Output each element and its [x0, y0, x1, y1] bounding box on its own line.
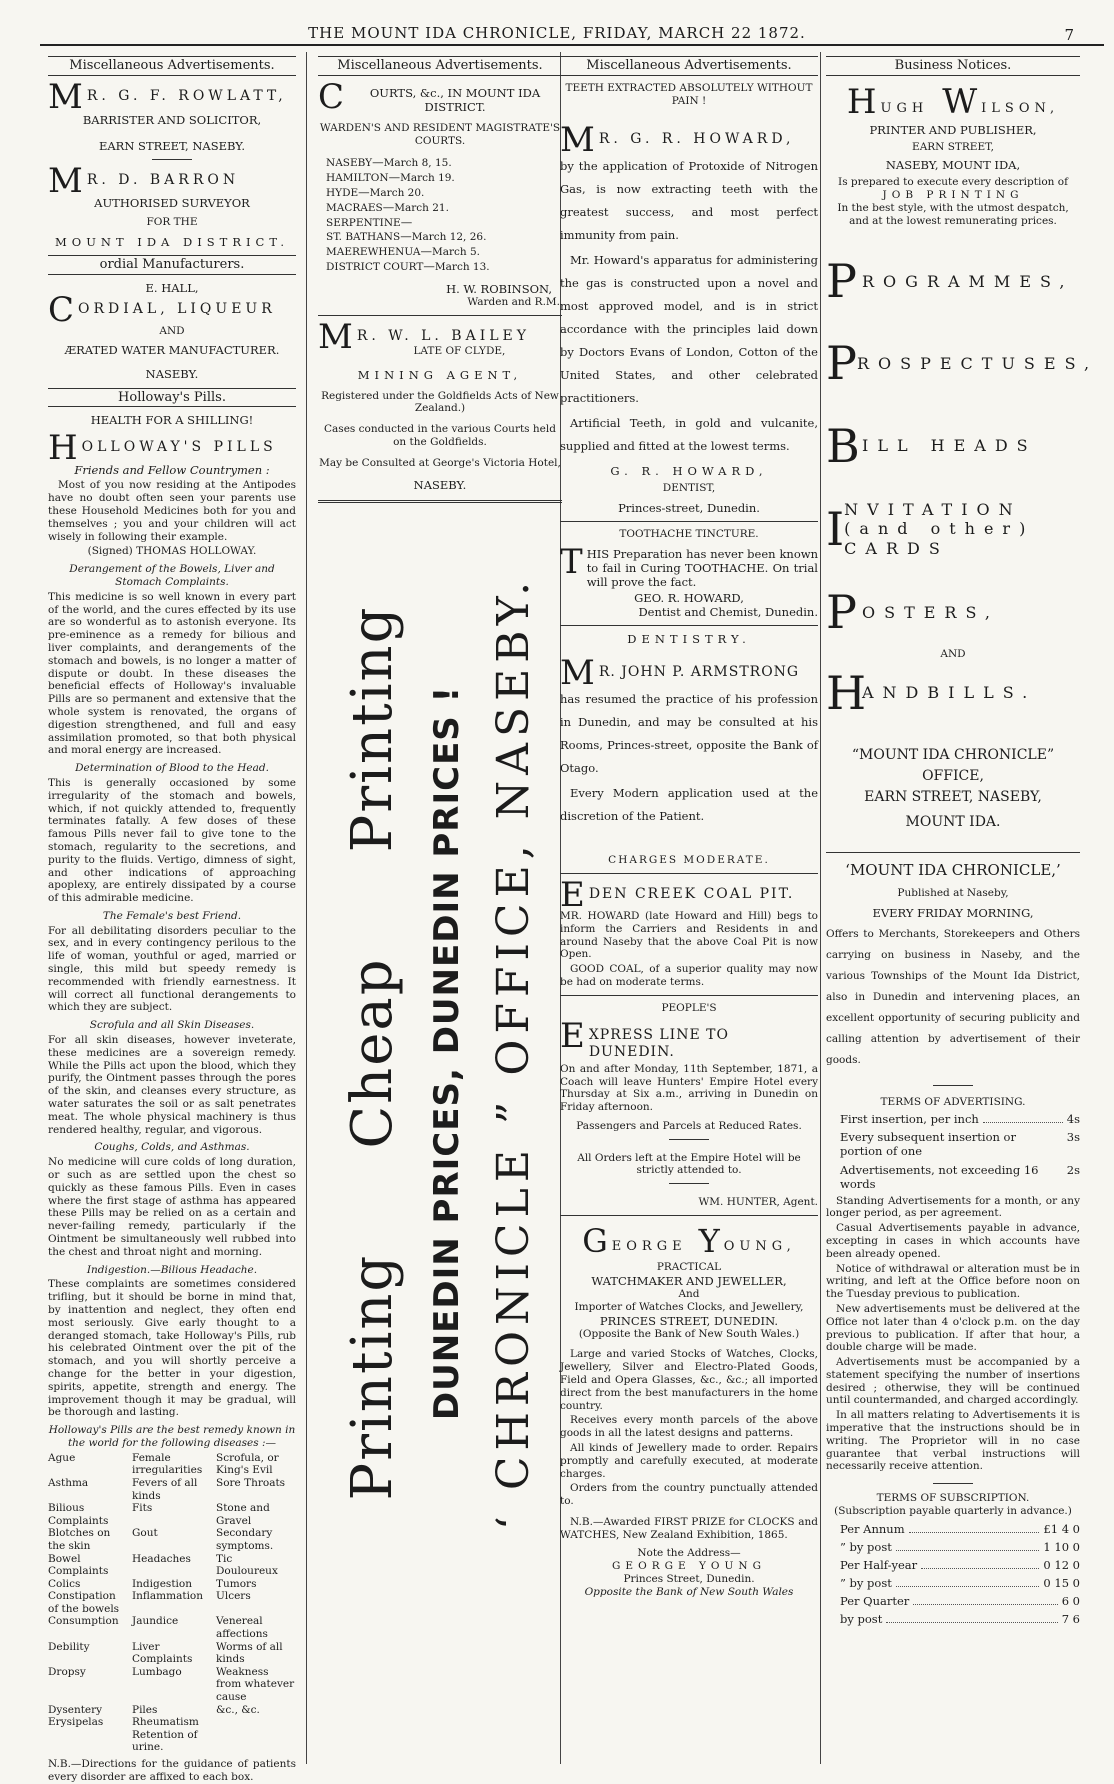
advert-role: BARRISTER AND SOLICITOR, [82, 112, 262, 127]
signature: (Signed) THOMAS HOLLOWAY. [87, 545, 257, 558]
column-2 [318, 52, 562, 1764]
subscription-rates [826, 1522, 1080, 1626]
sitting-row: MAEREWHENUA—March 5. [326, 244, 481, 259]
disease-cell: Consumption [48, 1615, 119, 1628]
advert-name: ILSON, [981, 101, 1060, 117]
drop-initial: M [560, 653, 595, 694]
advert-text: And [678, 1287, 700, 1300]
advert-name: R. JOHN P. ARMSTRONG [598, 664, 800, 681]
divider [152, 159, 192, 160]
sitting-row: HYDE—March 20. [326, 185, 425, 200]
printing-banner [318, 533, 562, 1573]
address: Princes-street, Dunedin. [618, 501, 760, 516]
drop-initial: M [560, 120, 595, 161]
advert-text: Princes Street, Dunedin. [623, 1573, 755, 1586]
advert-text: EARN STREET, [912, 141, 994, 154]
advert-text: In the best style, with the utmost despatch, and at the lowest remunerating prices. [837, 201, 1069, 227]
teeth-heading: TEETH EXTRACTED ABSOLUTELY WITHOUT PAIN ! [565, 81, 813, 107]
print-item [826, 253, 1080, 309]
toothache-advert [560, 542, 818, 620]
banner-prices: DUNEDIN PRICES, DUNEDIN PRICES ! [426, 685, 467, 1420]
banner-word: Printing [340, 1253, 406, 1501]
column-divider [306, 52, 307, 1764]
advert-text: Importer of Watches Clocks, and Jewellery, [574, 1300, 804, 1313]
column-4 [826, 52, 1099, 1764]
paragraph: Offers to Merchants, Storekeepers and Others carrying on business in Naseby, and the various Townships of the Mount Ida District, also in Dunedin and intervening places, an excellent opportunity of securing publicity and calling attention by advertisement of their goods. [826, 927, 1080, 1066]
disease-cell: Tumors [216, 1577, 257, 1590]
sitting-row: HAMILTON—March 19. [326, 170, 455, 185]
disease-cell: Gout [132, 1527, 158, 1540]
sitting-date: March 8, 15. [383, 157, 452, 170]
disease-cell: Indigestion [132, 1577, 192, 1590]
sitting-place: MAEREWHENUA [326, 246, 421, 259]
disease-cell: Asthma [48, 1476, 89, 1489]
rate-row [840, 1576, 1080, 1590]
divider [560, 995, 818, 996]
disease-cell: Secondary symptoms. [216, 1527, 274, 1552]
advert-role: MINING AGENT, [357, 367, 523, 382]
section-heading: Miscellaneous Advertisements. [560, 56, 818, 76]
print-item [826, 335, 1099, 391]
paragraph: GOOD COAL, of a superior quality may now be had on moderate terms. [560, 963, 818, 988]
divider [560, 873, 818, 874]
divider [933, 1483, 973, 1484]
paragraph: These complaints are sometimes considered trifling, but it should be borne in mind that, by inattention and neglect, they often end most seriously. Give early thought to a deranged stomach, take Holloway's Pills, rub his celebrated Ointment over the pit of the stomach, and you will shortly perceive a change for the better in your digestion, spirits, appetite, strength and energy. The improvement though it may be gradual, will be thorough and lasting. [48, 1278, 296, 1419]
print-item-label: ROSPECTUSES, [856, 353, 1099, 373]
advert-text: JOB PRINTING [882, 188, 1024, 201]
rate-value: 3s [1066, 1130, 1080, 1145]
section-heading: Holloway's Pills. [48, 388, 296, 408]
sitting-place: ST. BATHANS [326, 231, 401, 244]
advert-title: XPRESS LINE TO DUNEDIN. [588, 1026, 729, 1060]
sitting-row: ST. BATHANS—March 12, 26. [326, 229, 487, 244]
advert-text: PRINTER AND PUBLISHER, [869, 123, 1037, 138]
advert-name: UGH [880, 101, 929, 117]
advert-late: LATE OF CLYDE, [413, 344, 506, 357]
paragraph: HIS Preparation has never been known to fail in Curing TOOTHACHE. On trial will prove the fact. [586, 547, 818, 590]
advert-text: NASEBY, MOUNT IDA, [885, 158, 1021, 173]
drop-initial: I [826, 501, 845, 556]
print-item [826, 665, 1080, 721]
paragraph: This medicine is so well known in every part of the world, and the cures effected by its use are so wonderful as to astonish everyone. Its pre-eminence as a remedy for bilious and liver complaints, and derangements of the stomach and bowels, is no longer a matter of dispute or doubt. In these diseases the beneficial effects of Holloway's invaluable Pills are so permanent and extensive that the whole system is renovated, the organs of digestion strengthened, and full and easy assimilation promoted, so that both physical and moral energy are increased. [48, 590, 296, 757]
paragraph: All Orders left at the Empire Hotel will be strictly attended to. [577, 1151, 801, 1177]
drop-initial: H [48, 428, 78, 469]
disease-cell: Jaundice [132, 1615, 179, 1628]
rate-value: £1 4 0 [1043, 1521, 1080, 1536]
drop-initial: P [826, 254, 857, 309]
section-heading: ordial Manufacturers. [48, 255, 296, 275]
drop-initial: P [826, 336, 857, 391]
paragraph: N.B.—Awarded FIRST PRIZE for CLOCKS and WATCHES, New Zealand Exhibition, 1865. [560, 1515, 818, 1541]
advert-text: Cases conducted in the various Courts held on the Goldfields. [324, 423, 556, 448]
rate-value: 4s [1066, 1112, 1080, 1127]
disease-cell: Venereal affections [216, 1615, 268, 1641]
subheading: Scrofula and all Skin Diseases. [89, 1019, 255, 1032]
signature: GEO. R. HOWARD, [634, 591, 744, 606]
sitting-row: MACRAES—March 21. [326, 199, 449, 214]
sitting-place: DISTRICT COURT [326, 261, 424, 274]
advert-name: R. D. BARRON [86, 171, 240, 188]
paragraph: Artificial Teeth, in gold and vulcanite, supplied and fitted at the lowest terms. [560, 416, 818, 454]
rate-row [840, 1163, 1080, 1191]
sitting-date: March 13. [434, 261, 490, 274]
drop-initial: G [582, 1222, 608, 1261]
advert-town: NASEBY. [145, 367, 199, 382]
drop-initial: C [48, 289, 75, 330]
rate-label: ” by post [840, 1575, 892, 1590]
print-item [826, 584, 1080, 640]
advert-text: May be Consulted at George's Victoria Hotel, [319, 456, 561, 469]
advert-name: R. G. F. ROWLATT, [86, 87, 287, 104]
chronicle-title: ‘MOUNT IDA CHRONICLE,’ [845, 860, 1061, 879]
advert-text: Note the Address— [637, 1547, 741, 1560]
courts-advert [318, 76, 562, 309]
drop-initial: E [560, 1015, 585, 1056]
advert-town: NASEBY. [413, 477, 467, 492]
signature-title: DENTIST, [662, 482, 716, 495]
disease-cell [48, 1729, 128, 1754]
advert-line: ORDIAL, LIQUEUR [78, 300, 276, 317]
advert-title: DEN CREEK COAL PIT. [588, 885, 795, 902]
paragraph: Large and varied Stocks of Watches, Clocks, Jewellery, Silver and Electro-Plated Goods, Field and Opera Glasses, &c., &c.; all imported direct from the best manufacturers in the home country. [560, 1348, 818, 1412]
disease-cell [216, 1729, 296, 1754]
rate-label: First insertion, per inch [840, 1112, 979, 1127]
advert-text: PRACTICAL [656, 1261, 722, 1274]
paragraph: has resumed the practice of his profession in Dunedin, and may be consulted at his Rooms, Princes-street, opposite the Bank of Otago. [560, 692, 818, 776]
rate-label: Per Half-year [840, 1557, 918, 1572]
rate-label: Every subsequent insertion or portion of one [840, 1130, 1016, 1159]
column-1 [48, 52, 296, 1783]
disease-cell: Sore Throats [216, 1476, 286, 1489]
sitting-place: HYDE [326, 187, 359, 200]
drop-initial: W [942, 81, 978, 122]
advert-text: Is prepared to execute every description of [838, 176, 1068, 189]
advert-address: EARN STREET, NASEBY. [98, 138, 246, 153]
print-item-label: ANDBILLS. [862, 683, 1037, 703]
subheading: Holloway's Pills are the best remedy known in the world for the following diseases :— [48, 1424, 296, 1449]
advert-text: “MOUNT IDA CHRONICLE” [851, 747, 1055, 764]
signature-title: Warden and R.M. [467, 295, 560, 308]
sitting-date: March 20. [369, 187, 425, 200]
barron-advert [48, 160, 296, 249]
column-3 [560, 52, 818, 1764]
disease-cell: &c., &c. [216, 1703, 260, 1716]
subscription-note: (Subscription payable quarterly in advance.) [834, 1505, 1072, 1518]
section-heading: Business Notices. [826, 56, 1080, 76]
paragraph: New advertisements must be delivered at the Office not later than 4 o'clock p.m. on the day previous to publication. If after that hour, a double charge will be made. [826, 1302, 1080, 1354]
disease-cell: Debility [48, 1640, 90, 1653]
print-item-label: OSTERS, [862, 602, 999, 622]
rate-row [840, 1540, 1080, 1554]
paragraph: Mr. Howard's apparatus for administering the gas is constructed upon a novel and most approved model, and is in strict accordance with the principles laid down by Doctors Evans of London, Cotton of the United States, and other celebrated practitioners. [560, 253, 818, 406]
advert-name: R. G. R. HOWARD, [598, 131, 795, 148]
signature: H. W. ROBINSON, [446, 281, 552, 296]
rate-label: Advertisements, not exceeding 16 words [840, 1162, 1039, 1191]
drop-initial: B [826, 418, 860, 473]
disease-cell: Retention of urine. [132, 1728, 198, 1754]
advert-text: WATCHMAKER AND JEWELLER, [591, 1273, 787, 1288]
divider [560, 1215, 818, 1216]
paragraph: Passengers and Parcels at Reduced Rates. [576, 1119, 802, 1132]
banner-word: Cheap [340, 956, 406, 1149]
terms-heading: TERMS OF SUBSCRIPTION. [876, 1492, 1030, 1505]
rate-value: 2s [1066, 1162, 1080, 1177]
sitting-place: NASEBY [326, 157, 373, 170]
disease-cell: Female irregularities [132, 1451, 203, 1477]
section-heading: Miscellaneous Advertisements. [318, 56, 562, 76]
disease-cell: Tic Douloureux [216, 1552, 278, 1578]
eden-advert [560, 874, 818, 989]
subheading: Coughs, Colds, and Asthmas. [94, 1141, 250, 1154]
disease-cell: Ulcers [216, 1590, 251, 1603]
advert-name: OUNG, [723, 1239, 796, 1255]
divider [318, 500, 562, 503]
disease-cell: Weakness from whatever cause [216, 1665, 295, 1704]
banner-word: Printing [340, 605, 406, 852]
holloway-health: HEALTH FOR A SHILLING! [90, 413, 254, 428]
drop-initial: M [48, 76, 83, 117]
paragraph: Notice of withdrawal or alteration must be in writing, and left at the Office before noon on the Tuesday previous to publication. [826, 1262, 1080, 1301]
paragraph: Standing Advertisements for a month, or any longer period, as per agreement. [826, 1194, 1080, 1220]
advert-text: OFFICE, [922, 768, 984, 785]
rate-row [840, 1522, 1080, 1536]
subheading: Friends and Fellow Countrymen : [74, 463, 270, 478]
print-item-label: ILL HEADS [862, 435, 1037, 455]
disease-cell: Worms of all kinds [216, 1640, 283, 1666]
paragraph: For all debilitating disorders peculiar to the sex, and in every contingency perilous to the life of woman, youthful or aged, married or single, this mild but speedy remedy is recommended with friendly earnestness. It will correct all functional derangements to which they are subject. [48, 924, 296, 1014]
rate-label: ” by post [840, 1539, 892, 1554]
howard-advert [560, 120, 818, 516]
rate-label: Per Quarter [840, 1593, 910, 1608]
rate-row [840, 1112, 1080, 1126]
armstrong-advert [560, 653, 818, 867]
disease-cell: Dysentery [48, 1703, 103, 1716]
advert-and: AND [159, 324, 185, 337]
advert-name: EORGE [611, 1239, 687, 1255]
disease-cell: Bowel Complaints [48, 1552, 109, 1578]
sitting-date: March 12, 26. [411, 231, 487, 244]
page-number: 7 [1064, 26, 1074, 44]
advert-subtitle: WARDEN'S AND RESIDENT MAGISTRATE'S COURTS. [319, 121, 561, 147]
paragraph: All kinds of Jewellery made to order. Repairs promptly and carefully executed, at moderate charges. [560, 1441, 818, 1480]
advert-name: E. HALL, [145, 280, 199, 295]
masthead-title: THE MOUNT IDA CHRONICLE, FRIDAY, MARCH 22 1872. [308, 24, 806, 42]
sitting-date: March 19. [400, 172, 455, 185]
sitting-place: HAMILTON [326, 172, 389, 185]
drop-initial: M [318, 316, 353, 357]
paragraph: Every Modern application used at the discretion of the Patient. [560, 786, 818, 824]
drop-initial: Y [698, 1222, 720, 1261]
paragraph: Receives every month parcels of the above goods in all the latest designs and patterns. [560, 1414, 818, 1440]
rate-label: Per Annum [840, 1521, 905, 1536]
divider [669, 1139, 709, 1140]
disease-cell: Liver Complaints [132, 1640, 193, 1666]
paragraph: Most of you now residing at the Antipodes have no doubt often seen your parents use these Household Medicines both for you and themselves ; you and your children will act wisely in following their example. [48, 479, 296, 543]
holloway-note: N.B.—Directions for the guidance of patients every disorder are affixed to each box. [48, 1758, 296, 1783]
peoples: PEOPLE'S [661, 1001, 717, 1014]
rate-row [840, 1594, 1080, 1608]
print-item [826, 418, 1080, 474]
wilson-advert [826, 82, 1080, 227]
drop-initial: T [560, 542, 583, 583]
holloway-advert [48, 428, 296, 1783]
sitting-row: NASEBY—March 8, 15. [326, 155, 452, 170]
toothache-heading: TOOTHACHE TINCTURE. [619, 528, 759, 541]
advert-text: (Opposite the Bank of New South Wales.) [578, 1327, 800, 1340]
advertising-rates [826, 1112, 1080, 1190]
paragraph: In all matters relating to Advertisements it is imperative that the instructions should be in writing. The Proprietor will in no case guarantee that verbal instructions will necessarily receive attention. [826, 1409, 1080, 1473]
advert-text: EVERY FRIDAY MORNING, [872, 905, 1034, 920]
advert-text: Opposite the Bank of New South Wales [584, 1585, 794, 1598]
sitting-date: March 21. [394, 201, 449, 214]
signature-title: Dentist and Chemist, Dunedin. [638, 605, 818, 620]
rate-value: 1 10 0 [1043, 1539, 1080, 1554]
header-rule [40, 44, 1104, 46]
sitting-row: SERPENTINE— [326, 214, 413, 229]
disease-cell: Blotches on the skin [48, 1527, 111, 1552]
court-sittings [326, 155, 562, 273]
divider [669, 1183, 709, 1184]
disease-cell: Constipation of the bowels [48, 1590, 120, 1615]
paragraph: No medicine will cure colds of long duration, or such as are settled upon the chest so quickly as these famous Pills. Even in cases where the first stage of asthma has appeared these Pills may be relied on as a certain and never-failing remedy, particularly if the Ointment be simultaneously well rubbed into the chest and throat night and morning. [48, 1156, 296, 1258]
page-header [0, 0, 1114, 46]
advert-line: ÆRATED WATER MANUFACTURER. [64, 343, 280, 358]
rowlatt-advert [48, 76, 296, 153]
sitting-place: MACRAES [326, 201, 383, 214]
bailey-advert [318, 316, 562, 492]
sitting-place: SERPENTINE [326, 216, 401, 229]
signature: GEORGE YOUNG [612, 1560, 766, 1573]
print-items-list [826, 253, 1099, 640]
paragraph: by the application of Protoxide of Nitrogen Gas, is now extracting teeth with the greatest success, and most perfect immunity from pain. [560, 159, 818, 243]
disease-cell: Inflammation [132, 1590, 204, 1603]
rate-value: 6 0 [1061, 1593, 1080, 1608]
disease-cell: Ague [48, 1451, 76, 1464]
paragraph: For all skin diseases, however inveterate, these medicines are a sovereign remedy. While the Pills act upon the blood, which they purify, the Ointment passes through the pores of the skin, and cleanses every structure, as water saturates the soil or as salt penetrates meat. The whole physical machinery is thus rendered healthy, regular, and vigorous. [48, 1034, 296, 1136]
advert-role: AUTHORISED SURVEYOR [94, 195, 250, 210]
column-divider [820, 52, 821, 1764]
disease-cell: Lumbago [132, 1665, 182, 1678]
banner-office: ‘ CHRONICLE ” OFFICE, NASEBY. [487, 575, 539, 1530]
advert-text: Published at Naseby, [897, 886, 1009, 899]
drop-initial: M [48, 160, 83, 201]
print-item-label: ROGRAMMES, [862, 271, 1074, 291]
drop-initial: P [826, 585, 857, 640]
subheading: The Female's best Friend. [102, 909, 242, 922]
sitting-row: DISTRICT COURT—March 13. [326, 259, 490, 274]
terms-heading: TERMS OF ADVERTISING. [880, 1095, 1026, 1108]
disease-cell: Stone and Gravel [216, 1502, 270, 1527]
diseases-table [48, 1452, 296, 1754]
drop-initial: H [826, 666, 867, 721]
disease-cell: Fevers of all kinds [132, 1476, 198, 1502]
advert-text: EARN STREET, NASEBY, [864, 789, 1042, 806]
advert-text: Registered under the Goldfields Acts of New Zealand.) [321, 389, 559, 415]
rate-value: 0 15 0 [1043, 1575, 1080, 1590]
hall-advert [48, 281, 296, 382]
advert-for: FOR THE [146, 215, 198, 228]
drop-initial: E [560, 874, 585, 915]
disease-cell: Dropsy [48, 1665, 86, 1678]
subheading: Derangement of the Bowels, Liver and Stomach Complaints. [69, 563, 275, 588]
rate-row [840, 1558, 1080, 1572]
signature: WM. HUNTER, Agent. [698, 1196, 818, 1209]
paragraph: MR. HOWARD (late Howard and Hill) begs to inform the Carriers and Residents in and around Naseby that the above Coal Pit is now Open. [560, 909, 818, 961]
advert-title: OLLOWAY'S PILLS [81, 439, 277, 456]
disease-cell: Rheumatism [132, 1716, 199, 1729]
advert-name: R. W. L. BAILEY [356, 327, 530, 344]
disease-cell: Scrofula, or King's Evil [216, 1451, 279, 1477]
disease-cell: Bilious Complaints [48, 1502, 109, 1527]
young-advert [560, 1222, 818, 1599]
advert-text: AND [940, 648, 966, 661]
paragraph: This is generally occasioned by some irregularity of the stomach and bowels, which, if not quickly attended to, frequently terminates fatally. A few doses of these famous Pills never fail to give tone to the stomach, regularity to the secretions, and purity to the fluids. Vertigo, dimness of sight, and other indications of approaching apoplexy, are entirely dissipated by a course of this admirable medicine. [48, 776, 296, 905]
paragraph: Casual Advertisements payable in advance, excepting in cases in which accounts have been already opened. [826, 1222, 1080, 1260]
divider [318, 315, 562, 316]
express-advert [560, 1015, 818, 1210]
print-item [826, 500, 1080, 559]
paragraph: Orders from the country punctually attended to. [560, 1482, 818, 1508]
section-heading: Miscellaneous Advertisements. [48, 56, 296, 76]
drop-initial: C [318, 76, 345, 117]
rate-label: by post [840, 1611, 883, 1626]
advert-text: PRINCES STREET, DUNEDIN. [599, 1313, 779, 1328]
rate-value: 0 12 0 [1043, 1557, 1080, 1572]
disease-cell: Colics [48, 1577, 81, 1590]
advert-text: MOUNT IDA. [905, 814, 1001, 831]
disease-cell: Piles [132, 1703, 158, 1716]
paragraph: Advertisements must be accompanied by a statement specifying the number of insertions desired ; otherwise, they will be continued until countermanded, and charged accordingly. [826, 1356, 1080, 1407]
signature: G. R. HOWARD, [610, 464, 768, 479]
divider [933, 1085, 973, 1086]
print-item-label: NVITATION (and other) CARDS [844, 499, 1035, 558]
disease-cell [216, 1716, 296, 1729]
subheading: Indigestion.—Bilious Headache. [86, 1263, 258, 1276]
paragraph: On and after Monday, 11th September, 1871, a Coach will leave Hunters' Empire Hotel every Thursday at Six a.m., arriving in Dunedin on Friday afternoon. [560, 1062, 818, 1114]
charges: CHARGES MODERATE. [608, 854, 770, 867]
rate-row [840, 1612, 1080, 1626]
rate-value: 7 6 [1061, 1611, 1080, 1626]
drop-initial: H [846, 81, 877, 122]
rate-row [840, 1130, 1080, 1158]
advert-title: OURTS, &c., IN MOUNT IDA DISTRICT. [369, 85, 541, 114]
sitting-date: March 5. [431, 246, 481, 259]
divider [826, 852, 1080, 853]
subheading: Determination of Blood to the Head. [75, 762, 269, 775]
divider [560, 625, 818, 626]
disease-cell: Fits [132, 1502, 153, 1515]
dentistry-heading: DENTISTRY. [627, 632, 751, 647]
disease-cell: Headaches [132, 1552, 191, 1565]
disease-cell: Erysipelas [48, 1716, 104, 1729]
advert-district: MOUNT IDA DISTRICT. [55, 234, 289, 249]
divider [560, 521, 818, 522]
